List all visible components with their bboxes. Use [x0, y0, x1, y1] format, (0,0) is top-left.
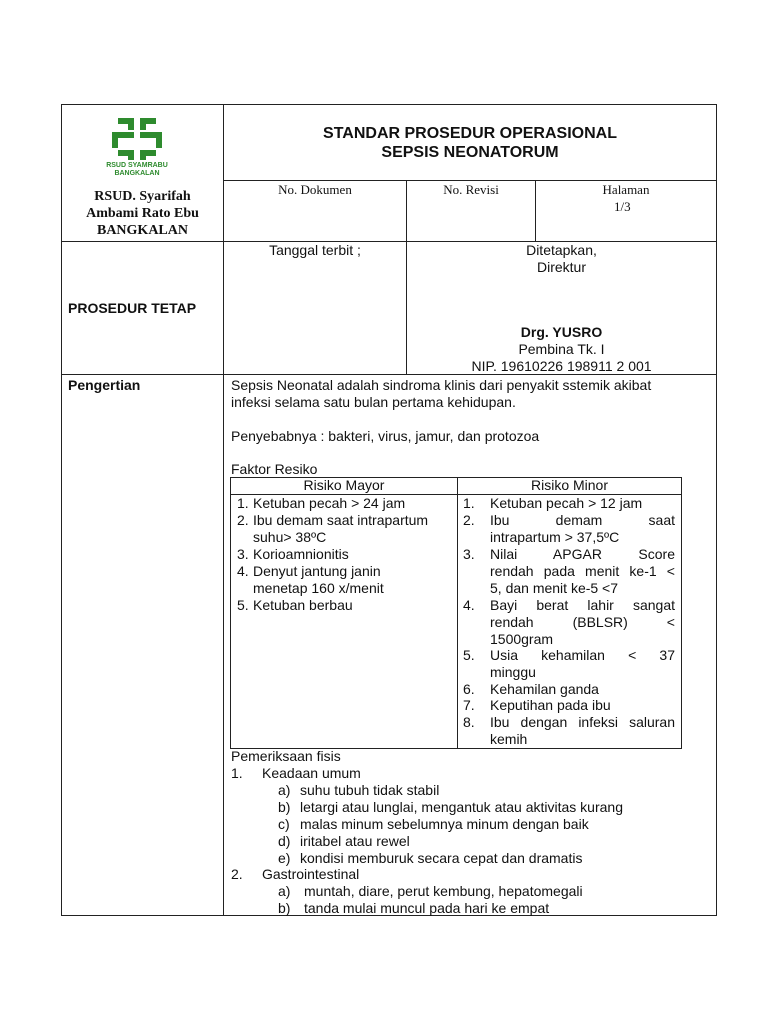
list-item-text: kondisi memburuk secara cepat dan dramatis — [300, 850, 583, 866]
no-revisi-label: No. Revisi — [443, 182, 499, 197]
minor-item-text: Ibu demam saat — [490, 512, 675, 528]
risk-table-left — [230, 477, 231, 749]
minor-item-text: Bayi berat lahir sangat — [490, 597, 675, 613]
minor-item-text-cont: 1500gram — [490, 631, 554, 647]
halaman-label: Halaman — [602, 182, 650, 197]
minor-item-text: Usia kehamilan < 37 — [490, 647, 675, 663]
list-item-letter: a) — [278, 782, 291, 798]
signatory-nip: NIP. 19610226 198911 2 001 — [471, 358, 652, 374]
mayor-item-num: 5. — [237, 597, 249, 613]
minor-item-num: 8. — [463, 714, 475, 730]
hospital-name-line3: BANGKALAN — [96, 223, 188, 238]
table-border-right — [716, 104, 717, 916]
section-number: 2. — [231, 866, 243, 882]
risk-table-middle — [457, 477, 458, 749]
no-dokumen-label: No. Dokumen — [278, 182, 352, 197]
hospital-name-line1: RSUD. Syarifah — [94, 189, 191, 204]
mayor-item-text: Denyut jantung janin — [253, 563, 381, 579]
hospital-logo — [104, 114, 170, 186]
document-title-line2: SEPSIS NEONATORUM — [381, 144, 559, 161]
minor-item-num: 4. — [463, 597, 475, 613]
ditetapkan-label: Ditetapkan, — [526, 242, 597, 258]
table-border-top — [61, 104, 717, 105]
minor-item-text-cont: 5, dan menit ke-5 <7 — [490, 580, 619, 596]
definisi-line1: Sepsis Neonatal adalah sindroma klinis dari penyakit sstemik akibat — [231, 377, 652, 393]
logo-text-city: BANGKALAN — [114, 170, 160, 177]
hospital-name — [62, 188, 223, 239]
mayor-item-num: 4. — [237, 563, 249, 579]
minor-item-text-cont: intrapartum > 37,5ºC — [490, 529, 620, 545]
list-item-letter: b) — [278, 799, 291, 815]
section-title-gastrointestinal: Gastrointestinal — [262, 866, 360, 882]
mayor-item-num: 1. — [237, 495, 249, 511]
risiko-minor-header: Risiko Minor — [530, 477, 608, 493]
list-item-text: letargi atau lunglai, mengantuk atau aktivitas kurang — [300, 799, 623, 815]
minor-item-num: 2. — [463, 512, 475, 528]
minor-item-num: 6. — [463, 681, 475, 697]
list-item-letter: b) — [278, 900, 291, 916]
minor-item-text-cont: rendah (BBLSR) < — [490, 614, 675, 630]
minor-item-text-cont: rendah pada menit ke-1 < — [490, 563, 675, 579]
list-item-text: tanda mulai muncul pada hari ke empat — [304, 900, 550, 916]
minor-item-text: Ketuban pecah > 12 jam — [490, 495, 643, 511]
logo-text-name: RSUD SYAMRABU — [106, 162, 168, 169]
list-item-text: iritabel atau rewel — [300, 833, 410, 849]
section-number: 1. — [231, 765, 243, 781]
minor-item-num: 7. — [463, 697, 475, 713]
logo-emblem-icon — [104, 114, 170, 164]
list-item-letter: c) — [278, 816, 290, 832]
section-title-keadaan-umum: Keadaan umum — [262, 765, 361, 781]
mayor-item-num: 3. — [237, 546, 249, 562]
mayor-item-text: Korioamnionitis — [253, 546, 349, 562]
definisi-line2: infeksi selama satu bulan pertama kehidupan. — [231, 394, 516, 410]
table-divider-left-column — [223, 104, 224, 916]
pemeriksaan-heading: Pemeriksaan fisis — [231, 748, 341, 764]
minor-item-num: 1. — [463, 495, 475, 511]
minor-item-num: 5. — [463, 647, 475, 663]
document-title-line1: STANDAR PROSEDUR OPERASIONAL — [323, 125, 617, 142]
signatory-rank: Pembina Tk. I — [518, 341, 605, 357]
minor-item-text-cont: minggu — [490, 664, 536, 680]
prosedur-tetap-label: PROSEDUR TETAP — [68, 300, 197, 316]
minor-item-text: Keputihan pada ibu — [490, 697, 611, 713]
list-item-letter: e) — [278, 850, 291, 866]
signatory-name: Drg. YUSRO — [520, 324, 603, 340]
tanggal-terbit: Tanggal terbit ; — [269, 242, 361, 258]
mayor-item-text: Ketuban berbau — [253, 597, 353, 613]
document-title — [224, 124, 716, 162]
minor-item-text: Nilai APGAR Score — [490, 546, 675, 562]
mayor-item-num: 2. — [237, 512, 249, 528]
minor-item-text: Kehamilan ganda — [490, 681, 599, 697]
list-item-text: suhu tubuh tidak stabil — [300, 782, 440, 798]
list-item-text: muntah, diare, perut kembung, hepatomegali — [304, 883, 583, 899]
pengertian-label: Pengertian — [68, 377, 141, 393]
list-item-letter: d) — [278, 833, 291, 849]
minor-item-text: Ibu dengan infeksi saluran — [490, 714, 675, 730]
minor-item-num: 3. — [463, 546, 475, 562]
penyebab-text: Penyebabnya : bakteri, virus, jamur, dan protozoa — [231, 428, 540, 444]
list-item-letter: a) — [278, 883, 291, 899]
risiko-mayor-header: Risiko Mayor — [303, 477, 385, 493]
minor-item-text-cont: kemih — [490, 731, 528, 747]
faktor-resiko-heading: Faktor Resiko — [231, 461, 318, 477]
mayor-item-text-cont: menetap 160 x/menit — [253, 580, 384, 596]
risk-table-right — [681, 477, 682, 749]
direktur-label: Direktur — [536, 259, 586, 275]
mayor-item-text: Ibu demam saat intrapartum — [253, 512, 429, 528]
halaman-value: 1/3 — [614, 199, 631, 214]
list-item-text: malas minum sebelumnya minum dengan baik — [300, 816, 589, 832]
hospital-name-line2: Ambami Rato Ebu — [86, 206, 199, 221]
mayor-item-text: Ketuban pecah > 24 jam — [253, 495, 406, 511]
mayor-item-text-cont: suhu> 38ºC — [253, 529, 327, 545]
